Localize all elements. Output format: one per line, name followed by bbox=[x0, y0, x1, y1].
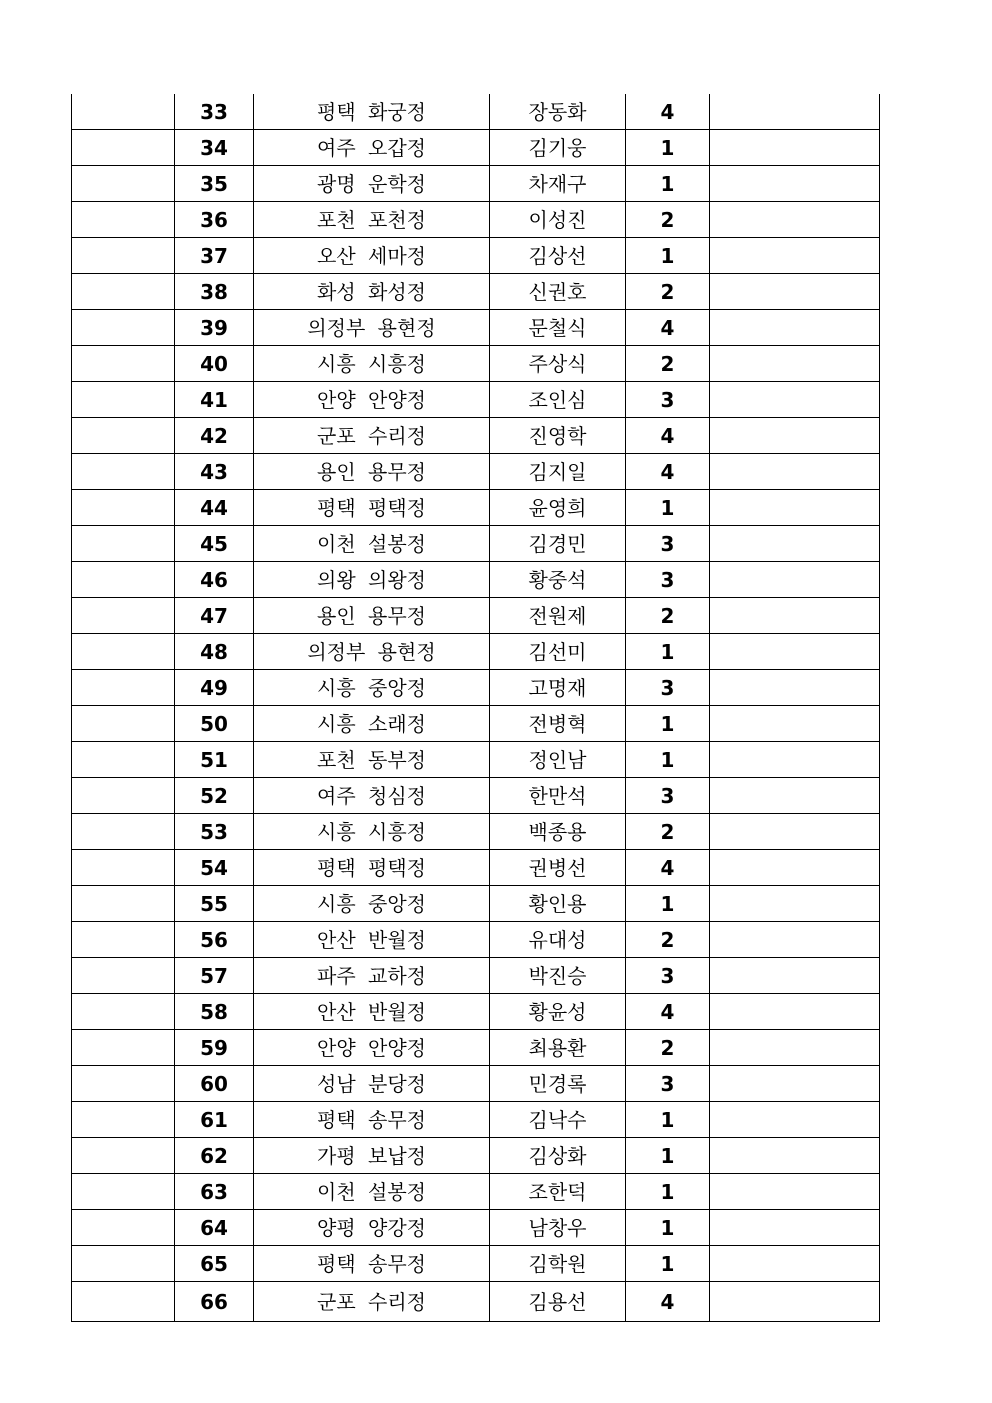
name-cell: 김지일 bbox=[490, 454, 626, 490]
station-cell: 파주 교하정 bbox=[254, 958, 490, 994]
name-cell: 황윤성 bbox=[490, 994, 626, 1030]
note-cell bbox=[710, 166, 880, 202]
table-row bbox=[72, 130, 880, 166]
blank-cell bbox=[72, 670, 175, 706]
name-cell: 정인남 bbox=[490, 742, 626, 778]
blank-cell bbox=[72, 382, 175, 418]
level-cell: 4 bbox=[626, 418, 710, 454]
station-cell: 의왕 의왕정 bbox=[254, 562, 490, 598]
table-row bbox=[72, 670, 880, 706]
blank-cell bbox=[72, 490, 175, 526]
roster-table-body bbox=[72, 94, 880, 1322]
name-cell: 한만석 bbox=[490, 778, 626, 814]
note-cell bbox=[710, 742, 880, 778]
name-cell: 윤영희 bbox=[490, 490, 626, 526]
table-row bbox=[72, 1174, 880, 1210]
station-cell: 시흥 중앙정 bbox=[254, 886, 490, 922]
blank-cell bbox=[72, 274, 175, 310]
note-cell bbox=[710, 1066, 880, 1102]
table-row bbox=[72, 418, 880, 454]
blank-cell bbox=[72, 778, 175, 814]
level-cell: 2 bbox=[626, 202, 710, 238]
name-cell: 황중석 bbox=[490, 562, 626, 598]
note-cell bbox=[710, 454, 880, 490]
table-row bbox=[72, 1246, 880, 1282]
row-number-cell: 38 bbox=[175, 274, 254, 310]
blank-cell bbox=[72, 238, 175, 274]
level-cell: 3 bbox=[626, 1066, 710, 1102]
blank-cell bbox=[72, 1030, 175, 1066]
level-cell: 1 bbox=[626, 1174, 710, 1210]
blank-cell bbox=[72, 418, 175, 454]
row-number-cell: 46 bbox=[175, 562, 254, 598]
note-cell bbox=[710, 1102, 880, 1138]
table-row bbox=[72, 202, 880, 238]
row-number-cell: 47 bbox=[175, 598, 254, 634]
station-cell: 용인 용무정 bbox=[254, 598, 490, 634]
row-number-cell: 52 bbox=[175, 778, 254, 814]
blank-cell bbox=[72, 130, 175, 166]
row-number-cell: 37 bbox=[175, 238, 254, 274]
station-cell: 시흥 시흥정 bbox=[254, 346, 490, 382]
station-cell: 이천 설봉정 bbox=[254, 526, 490, 562]
level-cell: 3 bbox=[626, 958, 710, 994]
station-cell: 안양 안양정 bbox=[254, 382, 490, 418]
table-row bbox=[72, 886, 880, 922]
blank-cell bbox=[72, 1210, 175, 1246]
table-row bbox=[72, 166, 880, 202]
blank-cell bbox=[72, 598, 175, 634]
note-cell bbox=[710, 598, 880, 634]
note-cell bbox=[710, 1246, 880, 1282]
level-cell: 2 bbox=[626, 598, 710, 634]
level-cell: 2 bbox=[626, 922, 710, 958]
level-cell: 3 bbox=[626, 562, 710, 598]
blank-cell bbox=[72, 1282, 175, 1322]
level-cell: 2 bbox=[626, 1030, 710, 1066]
name-cell: 백종용 bbox=[490, 814, 626, 850]
table-row bbox=[72, 778, 880, 814]
level-cell: 1 bbox=[626, 1210, 710, 1246]
level-cell: 4 bbox=[626, 310, 710, 346]
row-number-cell: 58 bbox=[175, 994, 254, 1030]
row-number-cell: 49 bbox=[175, 670, 254, 706]
note-cell bbox=[710, 238, 880, 274]
row-number-cell: 61 bbox=[175, 1102, 254, 1138]
station-cell: 시흥 소래정 bbox=[254, 706, 490, 742]
level-cell: 4 bbox=[626, 1282, 710, 1322]
blank-cell bbox=[72, 958, 175, 994]
row-number-cell: 60 bbox=[175, 1066, 254, 1102]
blank-cell bbox=[72, 1102, 175, 1138]
note-cell bbox=[710, 1282, 880, 1322]
name-cell: 남창우 bbox=[490, 1210, 626, 1246]
blank-cell bbox=[72, 886, 175, 922]
level-cell: 1 bbox=[626, 1138, 710, 1174]
blank-cell bbox=[72, 634, 175, 670]
row-number-cell: 41 bbox=[175, 382, 254, 418]
name-cell: 김경민 bbox=[490, 526, 626, 562]
name-cell: 권병선 bbox=[490, 850, 626, 886]
station-cell: 군포 수리정 bbox=[254, 1282, 490, 1322]
name-cell: 전원제 bbox=[490, 598, 626, 634]
note-cell bbox=[710, 814, 880, 850]
note-cell bbox=[710, 94, 880, 130]
station-cell: 광명 운학정 bbox=[254, 166, 490, 202]
row-number-cell: 34 bbox=[175, 130, 254, 166]
name-cell: 김기웅 bbox=[490, 130, 626, 166]
blank-cell bbox=[72, 814, 175, 850]
station-cell: 포천 동부정 bbox=[254, 742, 490, 778]
blank-cell bbox=[72, 1246, 175, 1282]
table-row bbox=[72, 598, 880, 634]
note-cell bbox=[710, 418, 880, 454]
note-cell bbox=[710, 634, 880, 670]
station-cell: 안산 반월정 bbox=[254, 922, 490, 958]
blank-cell bbox=[72, 922, 175, 958]
blank-cell bbox=[72, 706, 175, 742]
name-cell: 이성진 bbox=[490, 202, 626, 238]
note-cell bbox=[710, 1210, 880, 1246]
station-cell: 가평 보납정 bbox=[254, 1138, 490, 1174]
note-cell bbox=[710, 202, 880, 238]
name-cell: 김상화 bbox=[490, 1138, 626, 1174]
name-cell: 김용선 bbox=[490, 1282, 626, 1322]
station-cell: 시흥 시흥정 bbox=[254, 814, 490, 850]
row-number-cell: 65 bbox=[175, 1246, 254, 1282]
level-cell: 4 bbox=[626, 454, 710, 490]
level-cell: 4 bbox=[626, 994, 710, 1030]
level-cell: 1 bbox=[626, 166, 710, 202]
note-cell bbox=[710, 1030, 880, 1066]
station-cell: 안양 안양정 bbox=[254, 1030, 490, 1066]
table-row bbox=[72, 526, 880, 562]
name-cell: 고명재 bbox=[490, 670, 626, 706]
name-cell: 진영학 bbox=[490, 418, 626, 454]
note-cell bbox=[710, 922, 880, 958]
blank-cell bbox=[72, 994, 175, 1030]
blank-cell bbox=[72, 310, 175, 346]
table-row bbox=[72, 562, 880, 598]
table-row bbox=[72, 1030, 880, 1066]
row-number-cell: 35 bbox=[175, 166, 254, 202]
level-cell: 4 bbox=[626, 94, 710, 130]
table-row bbox=[72, 1102, 880, 1138]
row-number-cell: 63 bbox=[175, 1174, 254, 1210]
table-row bbox=[72, 382, 880, 418]
table-row bbox=[72, 1138, 880, 1174]
blank-cell bbox=[72, 526, 175, 562]
station-cell: 여주 오갑정 bbox=[254, 130, 490, 166]
level-cell: 4 bbox=[626, 850, 710, 886]
blank-cell bbox=[72, 346, 175, 382]
blank-cell bbox=[72, 1174, 175, 1210]
level-cell: 1 bbox=[626, 1246, 710, 1282]
station-cell: 시흥 중앙정 bbox=[254, 670, 490, 706]
roster-table bbox=[71, 94, 880, 1322]
row-number-cell: 57 bbox=[175, 958, 254, 994]
blank-cell bbox=[72, 1138, 175, 1174]
blank-cell bbox=[72, 454, 175, 490]
level-cell: 1 bbox=[626, 886, 710, 922]
level-cell: 3 bbox=[626, 670, 710, 706]
station-cell: 이천 설봉정 bbox=[254, 1174, 490, 1210]
table-row bbox=[72, 958, 880, 994]
name-cell: 장동화 bbox=[490, 94, 626, 130]
note-cell bbox=[710, 994, 880, 1030]
station-cell: 평택 송무정 bbox=[254, 1102, 490, 1138]
table-row bbox=[72, 850, 880, 886]
name-cell: 민경록 bbox=[490, 1066, 626, 1102]
table-row bbox=[72, 1282, 880, 1322]
note-cell bbox=[710, 850, 880, 886]
note-cell bbox=[710, 778, 880, 814]
note-cell bbox=[710, 1138, 880, 1174]
level-cell: 2 bbox=[626, 814, 710, 850]
name-cell: 유대성 bbox=[490, 922, 626, 958]
row-number-cell: 43 bbox=[175, 454, 254, 490]
station-cell: 평택 화궁정 bbox=[254, 94, 490, 130]
blank-cell bbox=[72, 742, 175, 778]
note-cell bbox=[710, 562, 880, 598]
station-cell: 군포 수리정 bbox=[254, 418, 490, 454]
name-cell: 김선미 bbox=[490, 634, 626, 670]
table-row bbox=[72, 994, 880, 1030]
note-cell bbox=[710, 886, 880, 922]
table-row bbox=[72, 238, 880, 274]
name-cell: 신권호 bbox=[490, 274, 626, 310]
station-cell: 여주 청심정 bbox=[254, 778, 490, 814]
row-number-cell: 44 bbox=[175, 490, 254, 526]
row-number-cell: 40 bbox=[175, 346, 254, 382]
name-cell: 최용환 bbox=[490, 1030, 626, 1066]
name-cell: 전병혁 bbox=[490, 706, 626, 742]
note-cell bbox=[710, 1174, 880, 1210]
station-cell: 양평 양강정 bbox=[254, 1210, 490, 1246]
level-cell: 1 bbox=[626, 130, 710, 166]
note-cell bbox=[710, 526, 880, 562]
row-number-cell: 45 bbox=[175, 526, 254, 562]
blank-cell bbox=[72, 94, 175, 130]
level-cell: 1 bbox=[626, 1102, 710, 1138]
level-cell: 1 bbox=[626, 634, 710, 670]
blank-cell bbox=[72, 562, 175, 598]
name-cell: 차재구 bbox=[490, 166, 626, 202]
station-cell: 용인 용무정 bbox=[254, 454, 490, 490]
name-cell: 황인용 bbox=[490, 886, 626, 922]
level-cell: 1 bbox=[626, 706, 710, 742]
table-row bbox=[72, 742, 880, 778]
row-number-cell: 39 bbox=[175, 310, 254, 346]
table-row bbox=[72, 310, 880, 346]
note-cell bbox=[710, 706, 880, 742]
table-row bbox=[72, 490, 880, 526]
row-number-cell: 33 bbox=[175, 94, 254, 130]
name-cell: 조한덕 bbox=[490, 1174, 626, 1210]
level-cell: 1 bbox=[626, 742, 710, 778]
note-cell bbox=[710, 130, 880, 166]
row-number-cell: 50 bbox=[175, 706, 254, 742]
row-number-cell: 59 bbox=[175, 1030, 254, 1066]
level-cell: 1 bbox=[626, 490, 710, 526]
station-cell: 오산 세마정 bbox=[254, 238, 490, 274]
name-cell: 조인심 bbox=[490, 382, 626, 418]
station-cell: 평택 평택정 bbox=[254, 850, 490, 886]
blank-cell bbox=[72, 1066, 175, 1102]
station-cell: 화성 화성정 bbox=[254, 274, 490, 310]
name-cell: 김학원 bbox=[490, 1246, 626, 1282]
station-cell: 평택 송무정 bbox=[254, 1246, 490, 1282]
row-number-cell: 36 bbox=[175, 202, 254, 238]
level-cell: 2 bbox=[626, 274, 710, 310]
row-number-cell: 51 bbox=[175, 742, 254, 778]
table-row bbox=[72, 1210, 880, 1246]
name-cell: 주상식 bbox=[490, 346, 626, 382]
table-row bbox=[72, 706, 880, 742]
name-cell: 김낙수 bbox=[490, 1102, 626, 1138]
level-cell: 3 bbox=[626, 778, 710, 814]
row-number-cell: 48 bbox=[175, 634, 254, 670]
note-cell bbox=[710, 346, 880, 382]
blank-cell bbox=[72, 202, 175, 238]
note-cell bbox=[710, 310, 880, 346]
level-cell: 1 bbox=[626, 238, 710, 274]
station-cell: 평택 평택정 bbox=[254, 490, 490, 526]
row-number-cell: 53 bbox=[175, 814, 254, 850]
station-cell: 의정부 용현정 bbox=[254, 634, 490, 670]
station-cell: 포천 포천정 bbox=[254, 202, 490, 238]
table-row bbox=[72, 814, 880, 850]
station-cell: 의정부 용현정 bbox=[254, 310, 490, 346]
table-row bbox=[72, 274, 880, 310]
note-cell bbox=[710, 490, 880, 526]
name-cell: 박진승 bbox=[490, 958, 626, 994]
table-row bbox=[72, 1066, 880, 1102]
row-number-cell: 56 bbox=[175, 922, 254, 958]
note-cell bbox=[710, 958, 880, 994]
level-cell: 3 bbox=[626, 526, 710, 562]
row-number-cell: 66 bbox=[175, 1282, 254, 1322]
blank-cell bbox=[72, 850, 175, 886]
level-cell: 2 bbox=[626, 346, 710, 382]
station-cell: 안산 반월정 bbox=[254, 994, 490, 1030]
row-number-cell: 62 bbox=[175, 1138, 254, 1174]
note-cell bbox=[710, 274, 880, 310]
table-row bbox=[72, 454, 880, 490]
blank-cell bbox=[72, 166, 175, 202]
row-number-cell: 42 bbox=[175, 418, 254, 454]
table-row bbox=[72, 634, 880, 670]
table-row bbox=[72, 94, 880, 130]
row-number-cell: 55 bbox=[175, 886, 254, 922]
note-cell bbox=[710, 382, 880, 418]
note-cell bbox=[710, 670, 880, 706]
row-number-cell: 54 bbox=[175, 850, 254, 886]
station-cell: 성남 분당정 bbox=[254, 1066, 490, 1102]
level-cell: 3 bbox=[626, 382, 710, 418]
table-row bbox=[72, 346, 880, 382]
table-row bbox=[72, 922, 880, 958]
row-number-cell: 64 bbox=[175, 1210, 254, 1246]
name-cell: 문철식 bbox=[490, 310, 626, 346]
name-cell: 김상선 bbox=[490, 238, 626, 274]
